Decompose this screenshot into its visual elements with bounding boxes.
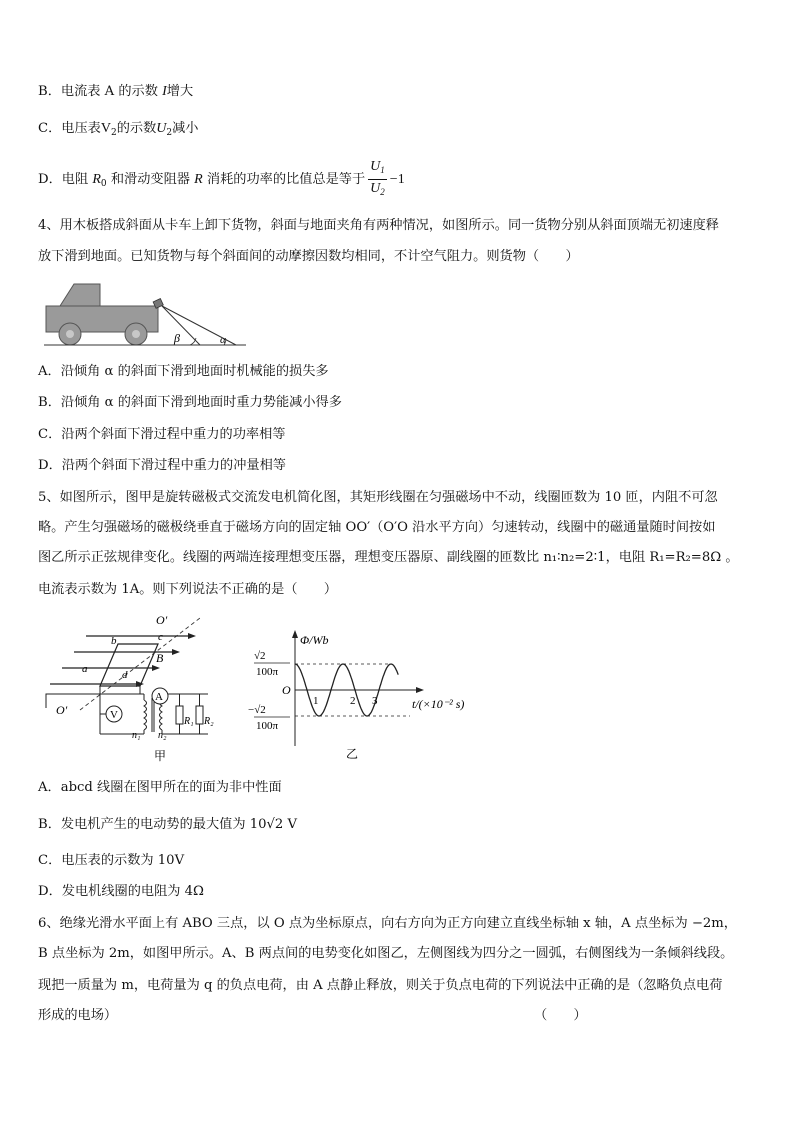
q4-option-c: C．沿两个斜面下滑过程中重力的功率相等 (38, 427, 286, 442)
q6-stem-line1: 6、绝缘光滑水平面上有 ABO 三点，以 O 点为坐标原点，向右方向为正方向建立直线坐标轴 x 轴，A 点坐标为 −2m， (38, 916, 737, 931)
svg-text:V: V (110, 709, 118, 721)
svg-text:甲: 甲 (154, 749, 167, 763)
voltage-ratio-fraction: $\frac{U_1}{U_2}$ (370, 159, 385, 197)
svg-text:100π: 100π (256, 720, 279, 732)
svg-text:d: d (122, 669, 128, 681)
q6-stem-line4: 形成的电场） (38, 1008, 118, 1023)
q6-stem-line3: 现把一质量为 m，电荷量为 q 的负点电荷，由 A 点静止释放，则关于负点电荷的下列说法中正确的是（忽略负点电荷 (38, 978, 723, 993)
svg-text:n₁: n₁ (132, 730, 141, 741)
svg-text:100π: 100π (256, 666, 279, 678)
truck-cab (60, 284, 100, 306)
q5-stem-line2: 略。产生匀强磁场的磁极绕垂直于磁场方向的固定轴 OO′（O′O 沿水平方向）匀速转动，线圈中的磁通量随时间按如 (38, 520, 716, 535)
angle-beta-label: β (174, 331, 180, 345)
svg-text:A: A (155, 691, 163, 703)
q5-stem-line3: 图乙所示正弦规律变化。线圈的两端连接理想变压器，理想变压器原、副线圈的匝数比 n₁∶n₂=2∶1，电阻 R₁=R₂=8Ω 。 (38, 550, 739, 565)
y-axis-label: Φ/Wb (300, 633, 329, 647)
svg-text:n₂: n₂ (158, 730, 167, 741)
q4-stem-line2: 放下滑到地面。已知货物与每个斜面间的动摩擦因数均相同，不计空气阻力。则货物（ ） (38, 249, 579, 264)
q6-stem-line2: B 点坐标为 2m，如图甲所示。A、B 两点间的电势变化如图乙，左侧图线为四分之一圆弧，右侧图线为一条倾斜线段。 (38, 946, 734, 961)
svg-text:B: B (156, 651, 164, 665)
svg-text:−√2: −√2 (248, 704, 266, 716)
svg-text:2: 2 (350, 695, 356, 707)
truck-ramp-figure (40, 278, 250, 350)
q4-option-b: B．沿倾角 α 的斜面下滑到地面时重力势能减小得多 (38, 395, 342, 410)
svg-text:R₁: R₁ (184, 716, 194, 727)
svg-text:O′: O′ (56, 703, 68, 717)
q5-option-d: D．发电机线圈的电阻为 4Ω (38, 884, 204, 899)
q5-option-a: A．abcd 线圈在图甲所在的面为非中性面 (38, 780, 282, 795)
q5-option-c: C．电压表的示数为 10V (38, 853, 185, 868)
generator-circuit-figure (40, 610, 230, 770)
q5-option-b: B．发电机产生的电动势的最大值为 10√2 V (38, 817, 297, 832)
svg-text:乙: 乙 (346, 747, 359, 761)
q3-option-c: C．电压表$V_2$的示数$U_2$减小 (38, 121, 199, 138)
resistor-r1 (176, 706, 183, 724)
coil-abcd (100, 644, 158, 686)
q3-option-b: B．电流表 A 的示数 I增大 (38, 84, 194, 99)
svg-text:R₂: R₂ (204, 716, 214, 727)
q4-stem-line1: 4、用木板搭成斜面从卡车上卸下货物，斜面与地面夹角有两种情况，如图所示。同一货物分别从斜面顶端无初速度释 (38, 218, 719, 233)
svg-text:O: O (282, 683, 291, 697)
svg-text:1: 1 (313, 695, 319, 707)
q5-stem-line4: 电流表示数为 1A。则下列说法不正确的是（ ） (38, 582, 338, 597)
q5-stem-line1: 5、如图所示，图甲是旋转磁极式交流发电机简化图，其矩形线圈在匀强磁场中不动，线圈匝数为 10 匝，内阻不可忽 (38, 490, 718, 505)
svg-text:b: b (111, 635, 117, 647)
q4-option-a: A．沿倾角 α 的斜面下滑到地面时机械能的损失多 (38, 364, 329, 379)
q4-option-d: D．沿两个斜面下滑过程中重力的冲量相等 (38, 458, 286, 473)
svg-text:O′: O′ (156, 613, 168, 627)
svg-text:√2: √2 (254, 650, 266, 662)
resistor-r2 (196, 706, 203, 724)
x-axis-label: t/(×10⁻² s) (412, 697, 465, 711)
svg-text:c: c (158, 631, 163, 643)
svg-text:a: a (82, 663, 88, 675)
flux-time-graph (250, 628, 490, 760)
q3-option-d: D．电阻 $R_0$ 和滑动变阻器 R 消耗的功率的比值总是等于 $\frac{U_1}{U_2}$ −1 (38, 158, 405, 202)
ramp-beta (162, 306, 200, 345)
q6-answer-paren: （ ） (534, 1008, 587, 1023)
svg-text:3: 3 (372, 695, 378, 707)
angle-alpha-label: α (220, 334, 226, 346)
